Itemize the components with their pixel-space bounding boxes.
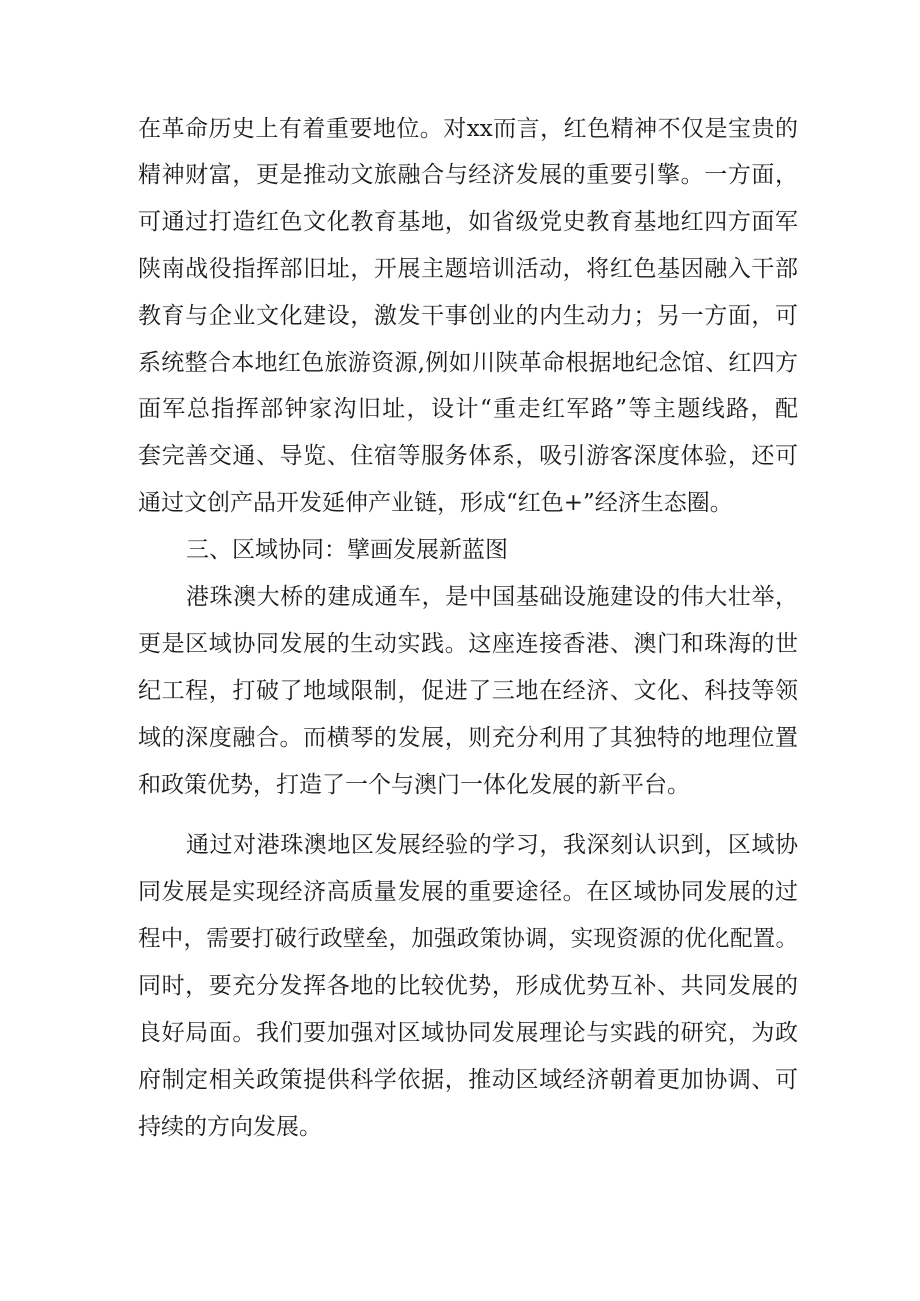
text-line: 府制定相关政策提供科学依据，推动区域经济朝着更加协调、可	[138, 1067, 798, 1093]
text-line: 更是区域协同发展的生动实践。这座连接香港、澳门和珠海的世	[138, 631, 798, 657]
text-line: 港珠澳大桥的建成通车，是中国基础设施建设的伟大壮举，	[186, 584, 798, 610]
text-line: 纪工程，打破了地域限制，促进了三地在经济、文化、科技等领	[138, 678, 798, 704]
text-line: 和政策优势，打造了一个与澳门一体化发展的新平台。	[138, 772, 690, 798]
text-line: 程中，需要打破行政壁垒，加强政策协调，实现资源的优化配置。	[138, 926, 798, 952]
text-line: 同发展是实现经济高质量发展的重要途径。在区域协同发展的过	[138, 879, 798, 905]
text-line: 在革命历史上有着重要地位。对xx而言，红色精神不仅是宝贵的	[138, 116, 798, 142]
text-line: 持续的方向发展。	[138, 1114, 322, 1140]
text-line: 精神财富，更是推动文旅融合与经济发展的重要引擎。一方面，	[138, 162, 798, 188]
text-line: 陕南战役指挥部旧址，开展主题培训活动，将红色基因融入干部	[138, 256, 798, 282]
text-line: 通过对港珠澳地区发展经验的学习，我深刻认识到，区域协	[186, 832, 798, 858]
text-line: 同时，要充分发挥各地的比较优势，形成优势互补、共同发展的	[138, 973, 798, 999]
section-heading: 三、区域协同：擘画发展新蓝图	[186, 537, 508, 563]
text-line: 教育与企业文化建设，激发干事创业的内生动力；另一方面，可	[138, 303, 798, 329]
text-line: 套完善交通、导览、住宿等服务体系，吸引游客深度体验，还可	[138, 443, 798, 469]
text-line: 系统整合本地红色旅游资源,例如川陕革命根据地纪念馆、红四方	[138, 350, 798, 376]
text-line: 可通过打造红色文化教育基地，如省级党史教育基地红四方面军	[138, 209, 798, 235]
text-line: 域的深度融合。而横琴的发展，则充分利用了其独特的地理位置	[138, 725, 798, 751]
text-line: 良好局面。我们要加强对区域协同发展理论与实践的研究，为政	[138, 1020, 798, 1046]
text-line: 通过文创产品开发延伸产业链，形成“红色+”经济生态圈。	[138, 490, 733, 516]
text-line: 面军总指挥部钟家沟旧址，设计“重走红军路”等主题线路，配	[138, 396, 798, 422]
